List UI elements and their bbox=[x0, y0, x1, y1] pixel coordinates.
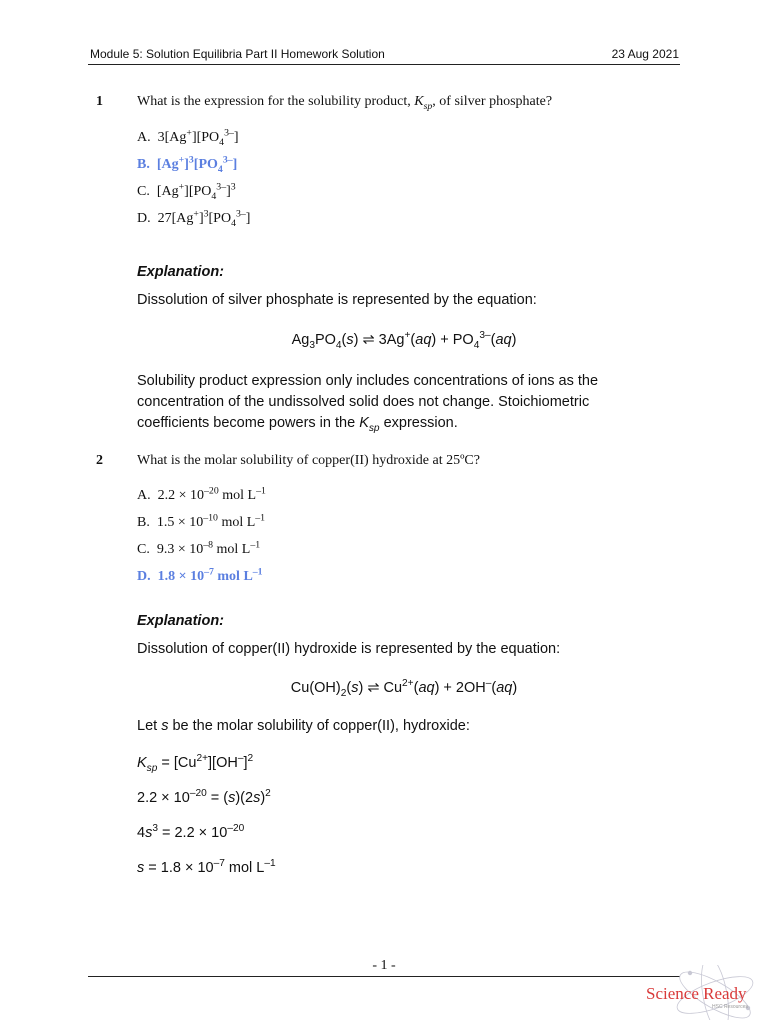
question-1-number: 1 bbox=[96, 94, 103, 109]
header-divider bbox=[88, 64, 680, 65]
question-1-explanation-body: Solubility product expression only includes concentrations of ions as the concentration of the undissolved solid does not change. Stoichiometric coefficients become powers in the $K_{sp}$ expression. bbox=[137, 373, 599, 434]
question-2-ksp-expression: $K_{sp} = [Cu^{2+}][OH^-]^2$ bbox=[137, 753, 254, 774]
question-2-explanation-heading: Explanation: bbox=[137, 613, 225, 629]
question-1-option-a: A. $3[Ag^+][PO_4^{3-}]$ bbox=[137, 127, 239, 148]
question-2-dissolution-equation: $Cu(OH)_2(s)$ ⇌ $Cu^{2+}(aq) + 2OH^-(aq)$ bbox=[290, 678, 518, 699]
header-title: Module 5: Solution Equilibria Part II Homework Solution bbox=[90, 47, 385, 61]
question-1-dissolution-equation: $Ag_3PO_4(s)$ ⇌ $3Ag^+(aq) + PO_4^{3-}(aq)$ bbox=[291, 330, 517, 351]
page-number: - 1 - bbox=[372, 958, 396, 973]
question-2-text: What is the molar solubility of copper(II) hydroxide at 25ºC? bbox=[137, 453, 480, 468]
question-1-option-b-correct: B. $[Ag^+]^3[PO_4^{3-}]$ bbox=[137, 154, 238, 175]
footer-divider bbox=[88, 976, 680, 977]
question-2-substitution: $2.2 \times 10^{-20} = (s)(2s)^2$ bbox=[137, 788, 271, 806]
question-1-explanation-intro: Dissolution of silver phosphate is represented by the equation: bbox=[137, 292, 537, 308]
logo-text: Science Ready bbox=[646, 984, 747, 1003]
logo-subtext: HSC Resources bbox=[712, 1004, 748, 1010]
question-2-option-a: A. $2.2 \times 10^{-20}$ mol $L^{-1}$ bbox=[137, 485, 266, 503]
question-2-option-c: C. $9.3 \times 10^{-8}$ mol $L^{-1}$ bbox=[137, 539, 261, 557]
question-2-let-s: Let s be the molar solubility of copper(II), hydroxide: bbox=[137, 718, 470, 734]
question-1-option-d: D. $27[Ag^+]^3[PO_4^{3-}]$ bbox=[137, 208, 251, 229]
question-1-option-c: C. $[Ag^+][PO_4^{3-}]^3$ bbox=[137, 181, 236, 202]
question-1-text: What is the expression for the solubility product, $K_{sp}$, of silver phosphate? bbox=[137, 94, 553, 112]
question-2-option-b: B. $1.5 \times 10^{-10}$ mol $L^{-1}$ bbox=[137, 512, 266, 530]
header-date: 23 Aug 2021 bbox=[611, 47, 679, 61]
question-2-option-d-correct: D. $1.8 \times 10^{-7}$ mol $L^{-1}$ bbox=[137, 566, 263, 584]
question-2-explanation-intro: Dissolution of copper(II) hydroxide is represented by the equation: bbox=[137, 641, 561, 657]
question-2-answer: $s = 1.8 \times 10^{-7}$ mol $L^{-1}$ bbox=[137, 858, 276, 876]
question-2-number: 2 bbox=[96, 453, 103, 468]
question-1-explanation-heading: Explanation: bbox=[137, 264, 225, 280]
question-2-simplified: $4s^3 = 2.2 \times 10^{-20}$ bbox=[137, 823, 245, 841]
